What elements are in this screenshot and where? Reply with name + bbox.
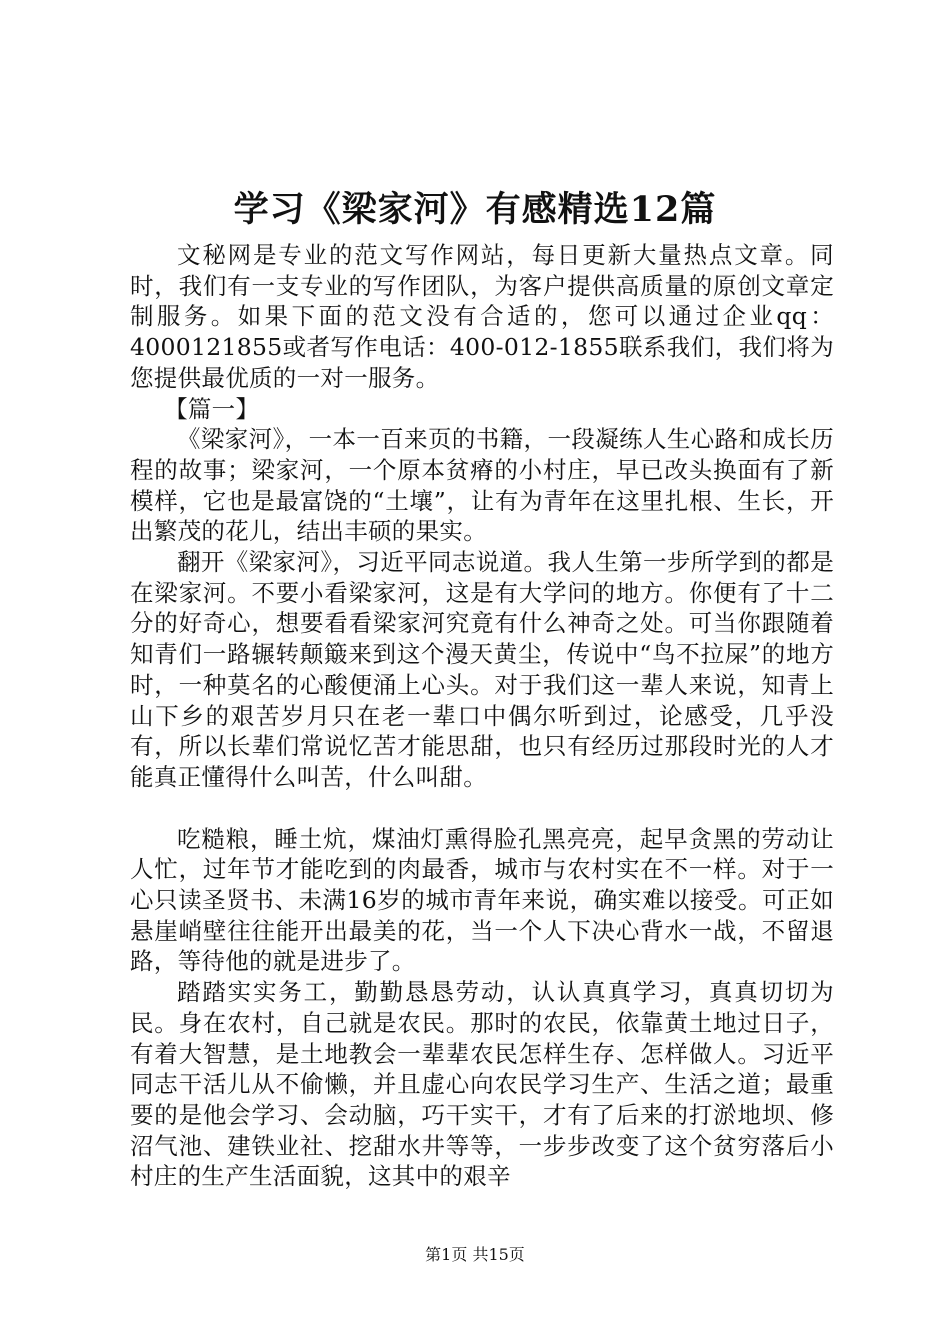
- document-title: 学习《梁家河》有感精选12篇: [233, 189, 717, 230]
- document-body: [130, 240, 834, 1192]
- body-paragraph: 吃糙粮，睡土炕，煤油灯熏得脸孔黑亮亮，起早贪黑的劳动让人忙，过年节才能吃到的肉最香，城市与农村实在不一样。对于一心只读圣贤书、未满16岁的城市青年来说，确实难以接受。可正如悬崖峭壁往往能开出最美的花，当一个人下决心背水一战，不留退路，等待他的就是进步了。: [130, 824, 834, 976]
- body-paragraph: 《梁家河》，一本一百来页的书籍，一段凝练人生心路和成长历程的故事；梁家河，一个原本贫瘠的小村庄，早已改头换面有了新模样，它也是最富饶的“土壤”，让有为青年在这里扎根、生长，开出繁茂的花儿，结出丰硕的果实。: [130, 425, 834, 546]
- body-paragraph: 翻开《梁家河》，习近平同志说道。我人生第一步所学到的都是在梁家河。不要小看梁家河，这是有大学问的地方。你便有了十二分的好奇心，想要看看梁家河究竟有什么神奇之处。可当你跟随着知青们一路辗转颠簸来到这个漫天黄尘，传说中“鸟不拉屎”的地方时，一种莫名的心酸便涌上心头。对于我们这一辈人来说，知青上山下乡的艰苦岁月只在老一辈口中偶尔听到过，论感受，几乎没有，所以长辈们常说忆苦才能思甜，也只有经历过那段时光的人才能真正懂得什么叫苦，什么叫甜。: [130, 548, 834, 791]
- intro-paragraph: 文秘网是专业的范文写作网站，每日更新大量热点文章。同时，我们有一支专业的写作团队，为客户提供高质量的原创文章定制服务。如果下面的范文没有合适的，您可以通过企业qq：4000121855或者写作电话：400-012-1855联系我们，我们将为您提供最优质的一对一服务。: [130, 241, 834, 392]
- section-heading: 【篇一】: [164, 394, 260, 423]
- body-paragraph: 踏踏实实务工，勤勤恳恳劳动，认认真真学习，真真切切为民。身在农村，自己就是农民。那时的农民，依靠黄土地过日子，有着大智慧，是土地教会一辈辈农民怎样生存、怎样做人。习近平同志干活儿从不偷懒，并且虚心向农民学习生产、生活之道；最重要的是他会学习、会动脑，巧干实干，才有了后来的打淤地坝、修沼气池、建铁业社、挖甜水井等等，一步步改变了这个贫穷落后小村庄的生产生活面貌，这其中的艰辛: [130, 978, 834, 1191]
- page-footer: 第1页 共15页: [425, 1245, 525, 1264]
